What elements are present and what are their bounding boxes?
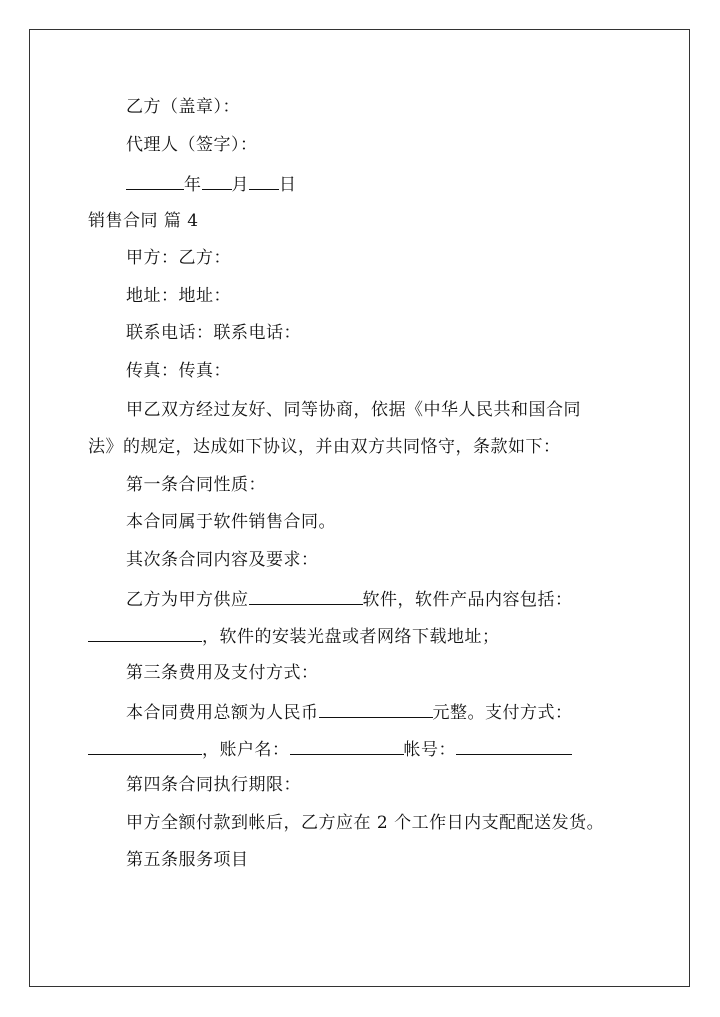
date-line	[126, 172, 297, 196]
address-text: 地址：地址：	[126, 286, 231, 306]
article-1-heading	[126, 474, 266, 496]
article-3-heading	[126, 662, 319, 684]
payment-amount-blank	[319, 700, 433, 718]
payment-total-text-a: 本合同费用总额为人民币	[126, 703, 319, 723]
month-blank	[202, 172, 232, 190]
address-line	[126, 285, 231, 307]
article-1-heading-text: 第一条合同性质：	[126, 475, 266, 495]
article-4-body-text: 甲方全额付款到帐后，乙方应在 2 个工作日内支配配送发货。	[126, 813, 605, 833]
section-heading-text: 销售合同 篇 4	[88, 211, 199, 231]
article-5-heading	[126, 849, 249, 871]
parties-line	[126, 247, 231, 269]
article-2-heading-text: 其次条合同内容及要求：	[126, 550, 319, 570]
day-label: 日	[279, 175, 297, 195]
software-supply-text-a: 乙方为甲方供应	[126, 590, 249, 610]
phone-text: 联系电话：联系电话：	[126, 323, 301, 343]
article-4-body	[126, 812, 604, 834]
preamble-line-2	[88, 436, 561, 458]
parties-text: 甲方：乙方：	[126, 248, 231, 268]
account-number-blank	[456, 737, 572, 755]
month-label: 月	[231, 175, 249, 195]
article-4-heading	[126, 774, 301, 796]
account-line	[88, 737, 572, 761]
agent-signature-line	[126, 134, 258, 156]
account-number-label: 帐号：	[403, 740, 456, 760]
payment-method-blank	[88, 737, 202, 755]
account-name-label: ，账户名：	[202, 740, 290, 760]
software-content-blank	[88, 624, 202, 642]
article-3-heading-text: 第三条费用及支付方式：	[126, 663, 319, 683]
party-b-seal-text: 乙方（盖章）：	[126, 97, 240, 117]
payment-total-text-b: 元整。支付方式：	[432, 703, 573, 723]
party-b-seal-line	[126, 96, 240, 118]
software-name-blank	[249, 587, 363, 605]
preamble-text-2: 法》的规定，达成如下协议，并由双方共同恪守，条款如下：	[88, 437, 561, 457]
day-blank	[249, 172, 279, 190]
year-blank	[126, 172, 184, 190]
article-5-heading-text: 第五条服务项目	[126, 850, 249, 870]
payment-total-line	[126, 700, 573, 724]
article-1-body-text: 本合同属于软件销售合同。	[126, 512, 336, 532]
agent-signature-text: 代理人（签字）：	[126, 135, 258, 155]
preamble-line-1	[126, 399, 581, 421]
section-heading	[88, 210, 199, 232]
preamble-text-1: 甲乙双方经过友好、同等协商，依据《中华人民共和国合同	[126, 400, 581, 420]
software-content-line	[88, 624, 500, 648]
fax-text: 传真：传真：	[126, 361, 231, 381]
software-supply-text-b: 软件，软件产品内容包括：	[362, 590, 573, 610]
fax-line	[126, 360, 231, 382]
article-1-body	[126, 511, 336, 533]
software-supply-line	[126, 587, 573, 611]
account-name-blank	[290, 737, 404, 755]
software-content-text: ，软件的安装光盘或者网络下载地址；	[202, 627, 500, 647]
phone-line	[126, 322, 301, 344]
article-4-heading-text: 第四条合同执行期限：	[126, 775, 301, 795]
article-2-heading	[126, 549, 319, 571]
year-label: 年	[184, 175, 202, 195]
